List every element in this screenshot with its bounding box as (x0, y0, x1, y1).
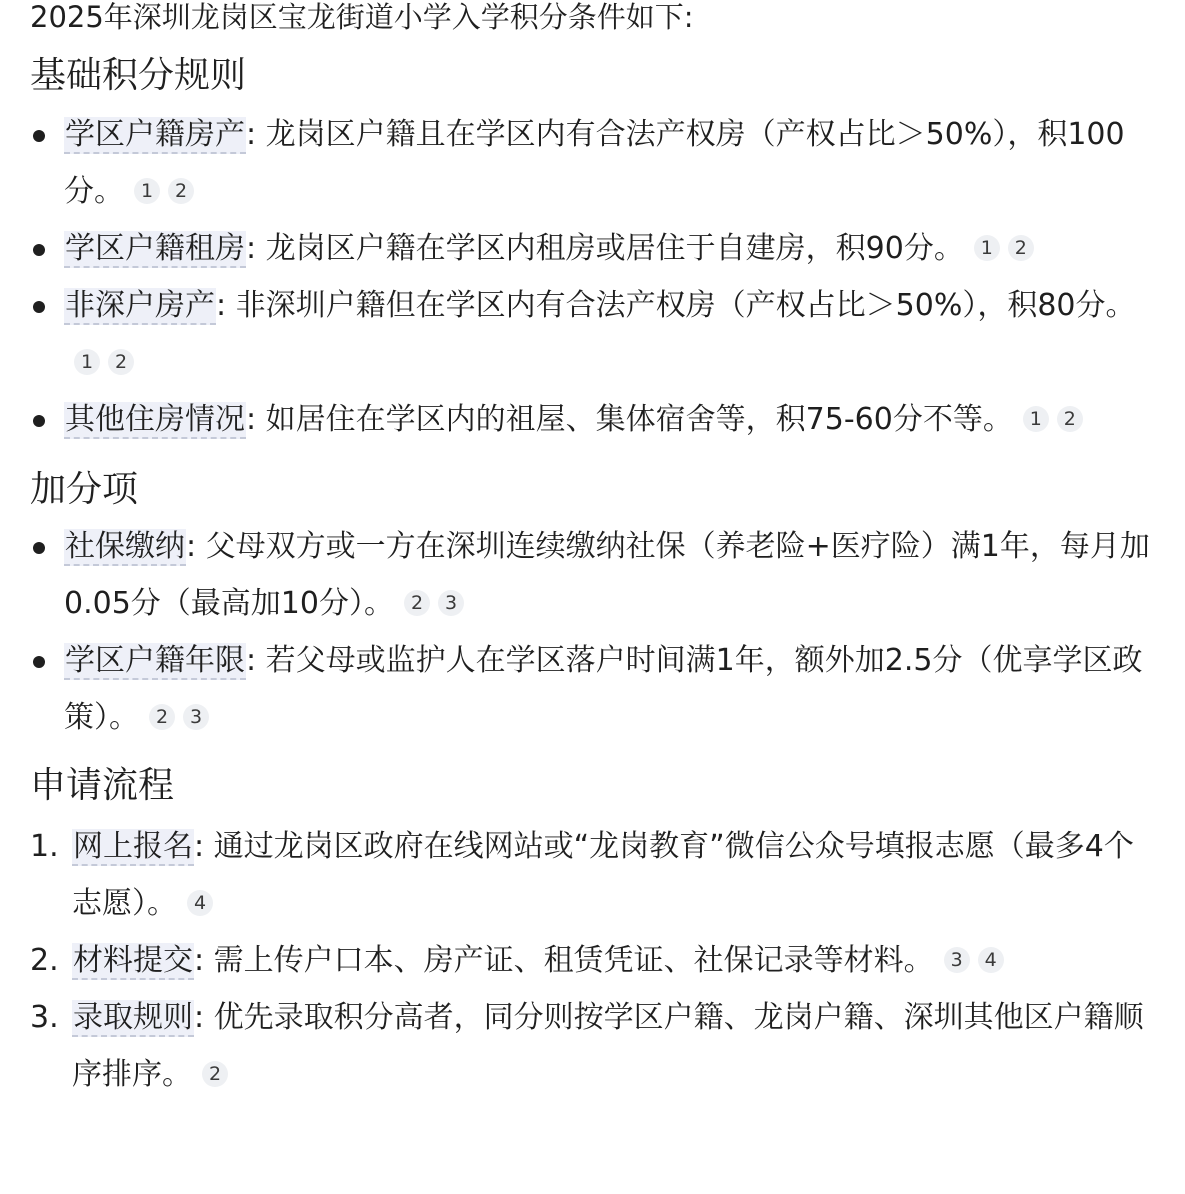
item-number: 3. (30, 1000, 59, 1035)
section-title-application-process: 申请流程 (30, 765, 175, 806)
item-text: : 龙岗区户籍在学区内租房或居住于自建房，积90分。 (246, 231, 964, 266)
citation-badge[interactable]: 2 (202, 1061, 228, 1087)
list-item (30, 989, 1155, 1103)
term-link[interactable]: 网上报名 (73, 829, 193, 864)
list-item (30, 518, 1155, 632)
item-text: : 龙岗区户籍且在学区内有合法产权房（产权占比＞50%），积100分。 (64, 117, 1125, 209)
section-title-bonus: 加分项 (30, 469, 139, 510)
process-list (30, 818, 1155, 1103)
term-link[interactable]: 学区户籍房产 (65, 117, 245, 152)
term-link[interactable]: 录取规则 (73, 1000, 193, 1035)
citation-badge[interactable]: 1 (134, 178, 160, 204)
citation-badge[interactable]: 2 (108, 349, 134, 375)
citation-badge[interactable]: 2 (1057, 406, 1083, 432)
citation-badge[interactable]: 2 (168, 178, 194, 204)
term-link[interactable]: 社保缴纳 (65, 529, 185, 564)
citation-badge[interactable]: 1 (974, 235, 1000, 261)
citation-badge[interactable]: 2 (404, 590, 430, 616)
item-text: : 父母双方或一方在深圳连续缴纳社保（养老险+医疗险）满1年，每月加0.05分（最高加10分）。 (64, 529, 1150, 621)
list-item (30, 818, 1155, 932)
list-item (30, 632, 1155, 746)
citation-badge[interactable]: 4 (978, 947, 1004, 973)
item-text: : 优先录取积分高者，同分则按学区户籍、龙岗户籍、深圳其他区户籍顺序排序。 (72, 1000, 1144, 1092)
term-link[interactable]: 材料提交 (73, 943, 193, 978)
list-item (30, 220, 1155, 277)
bonus-list (30, 518, 1155, 746)
term-link[interactable]: 学区户籍租房 (65, 231, 245, 266)
item-text: : 若父母或监护人在学区落户时间满1年，额外加2.5分（优享学区政策）。 (64, 643, 1143, 735)
citation-badge[interactable]: 2 (149, 704, 175, 730)
citation-badge[interactable]: 3 (944, 947, 970, 973)
item-text: : 通过龙岗区政府在线网站或“龙岗教育”微信公众号填报志愿（最多4个志愿）。 (72, 829, 1134, 921)
item-number: 1. (30, 829, 59, 864)
item-text: : 需上传户口本、房产证、租赁凭证、社保记录等材料。 (194, 943, 934, 978)
citation-badge[interactable]: 1 (74, 349, 100, 375)
citation-badge[interactable]: 3 (438, 590, 464, 616)
term-link[interactable]: 非深户房产 (65, 288, 215, 323)
citation-badge[interactable]: 4 (187, 890, 213, 916)
term-link[interactable]: 其他住房情况 (65, 402, 245, 437)
basic-points-list (30, 106, 1155, 448)
list-item (30, 106, 1155, 220)
section-title-basic-points: 基础积分规则 (30, 55, 247, 96)
item-text: : 如居住在学区内的祖屋、集体宿舍等，积75-60分不等。 (246, 402, 1013, 437)
list-item (30, 391, 1155, 448)
citation-badge[interactable]: 2 (1008, 235, 1034, 261)
item-text: : 非深圳户籍但在学区内有合法产权房（产权占比＞50%），积80分。 (216, 288, 1136, 323)
list-item (30, 277, 1155, 391)
citation-badge[interactable]: 3 (183, 704, 209, 730)
list-item (30, 932, 1155, 989)
intro-text: 2025年深圳龙岗区宝龙街道小学入学积分条件如下: (30, 0, 694, 34)
citation-badge[interactable]: 1 (1023, 406, 1049, 432)
term-link[interactable]: 学区户籍年限 (65, 643, 245, 678)
item-number: 2. (30, 943, 59, 978)
